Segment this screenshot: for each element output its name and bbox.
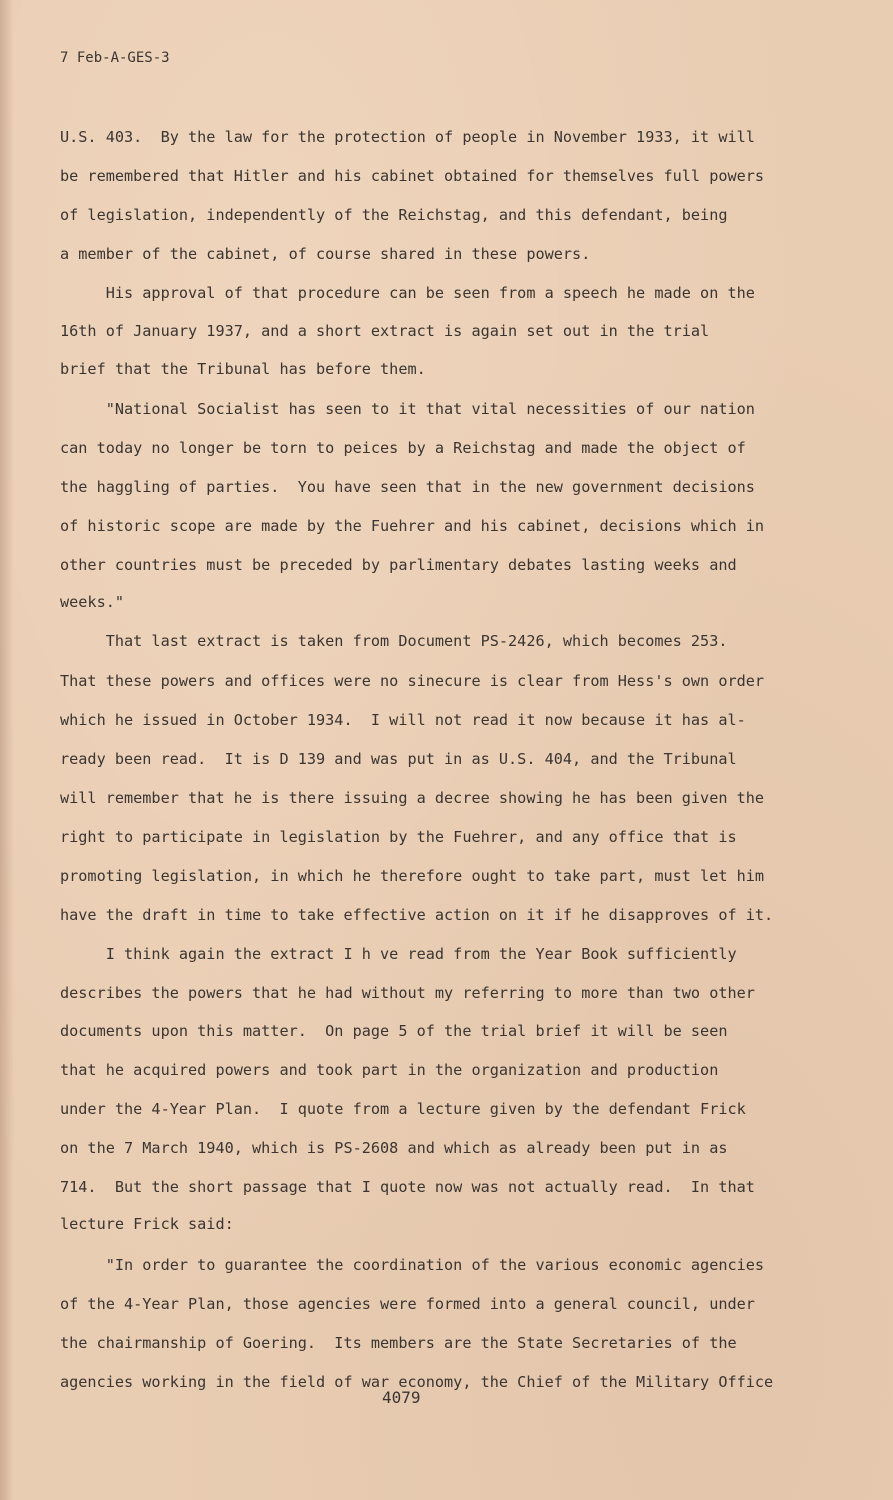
text-line: on the 7 March 1940, which is PS-2608 and which as already been put in as bbox=[60, 1139, 728, 1157]
text-line: can today no longer be torn to peices by a Reichstag and made the object of bbox=[60, 439, 746, 457]
text-line: "In order to guarantee the coordination of the various economic agencies bbox=[60, 1256, 765, 1274]
text-line: lecture Frick said: bbox=[60, 1215, 234, 1233]
text-line: under the 4-Year Plan. I quote from a lecture given by the defendant Frick bbox=[60, 1100, 746, 1118]
text-line: 714. But the short passage that I quote now was not actually read. In that bbox=[60, 1178, 755, 1196]
text-line: ready been read. It is D 139 and was put in as U.S. 404, and the Tribunal bbox=[60, 750, 737, 768]
text-line: of legislation, independently of the Reichstag, and this defendant, being bbox=[60, 206, 728, 224]
page-number: 4079 bbox=[382, 1388, 421, 1407]
text-line: other countries must be preceded by parlimentary debates lasting weeks and bbox=[60, 556, 737, 574]
text-line: I think again the extract I h ve read from the Year Book sufficiently bbox=[60, 945, 737, 963]
text-line: 16th of January 1937, and a short extract is again set out in the trial bbox=[60, 322, 710, 340]
text-line: have the draft in time to take effective action on it if he disapproves of it. bbox=[60, 906, 774, 924]
text-line: "National Socialist has seen to it that vital necessities of our nation bbox=[60, 400, 755, 418]
text-line: weeks." bbox=[60, 593, 125, 611]
text-line: documents upon this matter. On page 5 of the trial brief it will be seen bbox=[60, 1022, 728, 1040]
text-line: describes the powers that he had without my referring to more than two other bbox=[60, 984, 755, 1002]
text-line: promoting legislation, in which he therefore ought to take part, must let him bbox=[60, 867, 765, 885]
text-line: That last extract is taken from Document PS-2426, which becomes 253. bbox=[60, 632, 728, 650]
text-line: U.S. 403. By the law for the protection of people in November 1933, it will bbox=[60, 128, 755, 146]
page-edge-shadow bbox=[0, 0, 14, 1500]
text-line: the chairmanship of Goering. Its members are the State Secretaries of the bbox=[60, 1334, 737, 1352]
text-line: which he issued in October 1934. I will not read it now because it has al- bbox=[60, 711, 746, 729]
text-line: That these powers and offices were no sinecure is clear from Hess's own order bbox=[60, 672, 765, 690]
text-line: a member of the cabinet, of course shared in these powers. bbox=[60, 245, 591, 263]
text-line: right to participate in legislation by the Fuehrer, and any office that is bbox=[60, 828, 737, 846]
text-line: brief that the Tribunal has before them. bbox=[60, 360, 426, 378]
text-line: be remembered that Hitler and his cabinet obtained for themselves full powers bbox=[60, 167, 765, 185]
text-line: of the 4-Year Plan, those agencies were formed into a general council, under bbox=[60, 1295, 755, 1313]
text-line: will remember that he is there issuing a decree showing he has been given the bbox=[60, 789, 765, 807]
text-line: agencies working in the field of war economy, the Chief of the Military Office bbox=[60, 1373, 774, 1391]
document-header: 7 Feb-A-GES-3 bbox=[60, 50, 170, 66]
text-line: of historic scope are made by the Fuehrer and his cabinet, decisions which in bbox=[60, 517, 765, 535]
text-line: that he acquired powers and took part in the organization and production bbox=[60, 1061, 719, 1079]
text-line: the haggling of parties. You have seen that in the new government decisions bbox=[60, 478, 755, 496]
text-line: His approval of that procedure can be seen from a speech he made on the bbox=[60, 284, 755, 302]
